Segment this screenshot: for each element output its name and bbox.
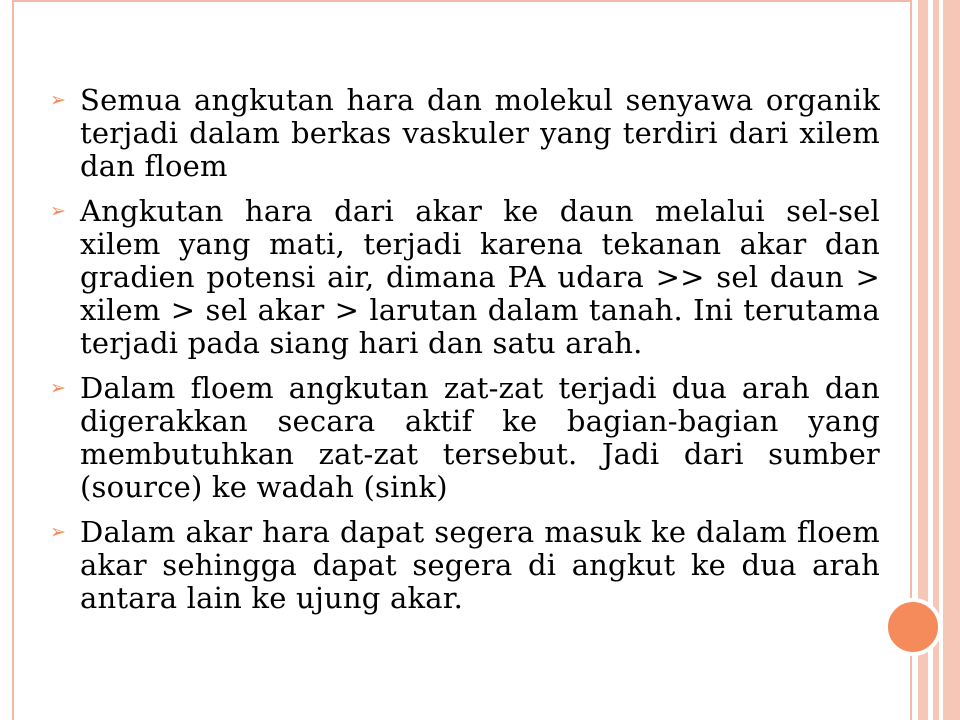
arrow-bullet-icon: ➢: [50, 521, 66, 543]
list-item-text: Dalam akar hara dapat segera masuk ke dalam floem akar sehingga dapat segera di angkut ke dua arah antara lain ke ujung akar.: [80, 515, 880, 615]
list-item-text: Angkutan hara dari akar ke daun melalui sel-sel xilem yang mati, terjadi karena tekanan akar dan gradien potensi air, dimana PA udara >> sel daun > xilem > sel akar > larutan dalam tanah. Ini terutama terjadi pada siang hari dan satu arah.: [80, 194, 880, 360]
arrow-bullet-icon: ➢: [50, 377, 66, 399]
bullet-list: [50, 84, 880, 627]
list-item-text: Dalam floem angkutan zat-zat terjadi dua arah dan digerakkan secara aktif ke bagian-bagian yang membutuhkan zat-zat tersebut. Jadi dari sumber (source) ke wadah (sink): [80, 371, 880, 504]
arrow-bullet-icon: ➢: [50, 200, 66, 222]
arrow-bullet-icon: ➢: [50, 89, 66, 111]
list-item-text: Semua angkutan hara dan molekul senyawa organik terjadi dalam berkas vaskuler yang terdiri dari xilem dan floem: [80, 83, 880, 183]
list-item: [50, 84, 880, 183]
list-item: [50, 195, 880, 360]
list-item: [50, 516, 880, 615]
list-item: [50, 372, 880, 504]
decorative-circle: [884, 598, 942, 656]
decorative-stripe: [943, 0, 960, 720]
